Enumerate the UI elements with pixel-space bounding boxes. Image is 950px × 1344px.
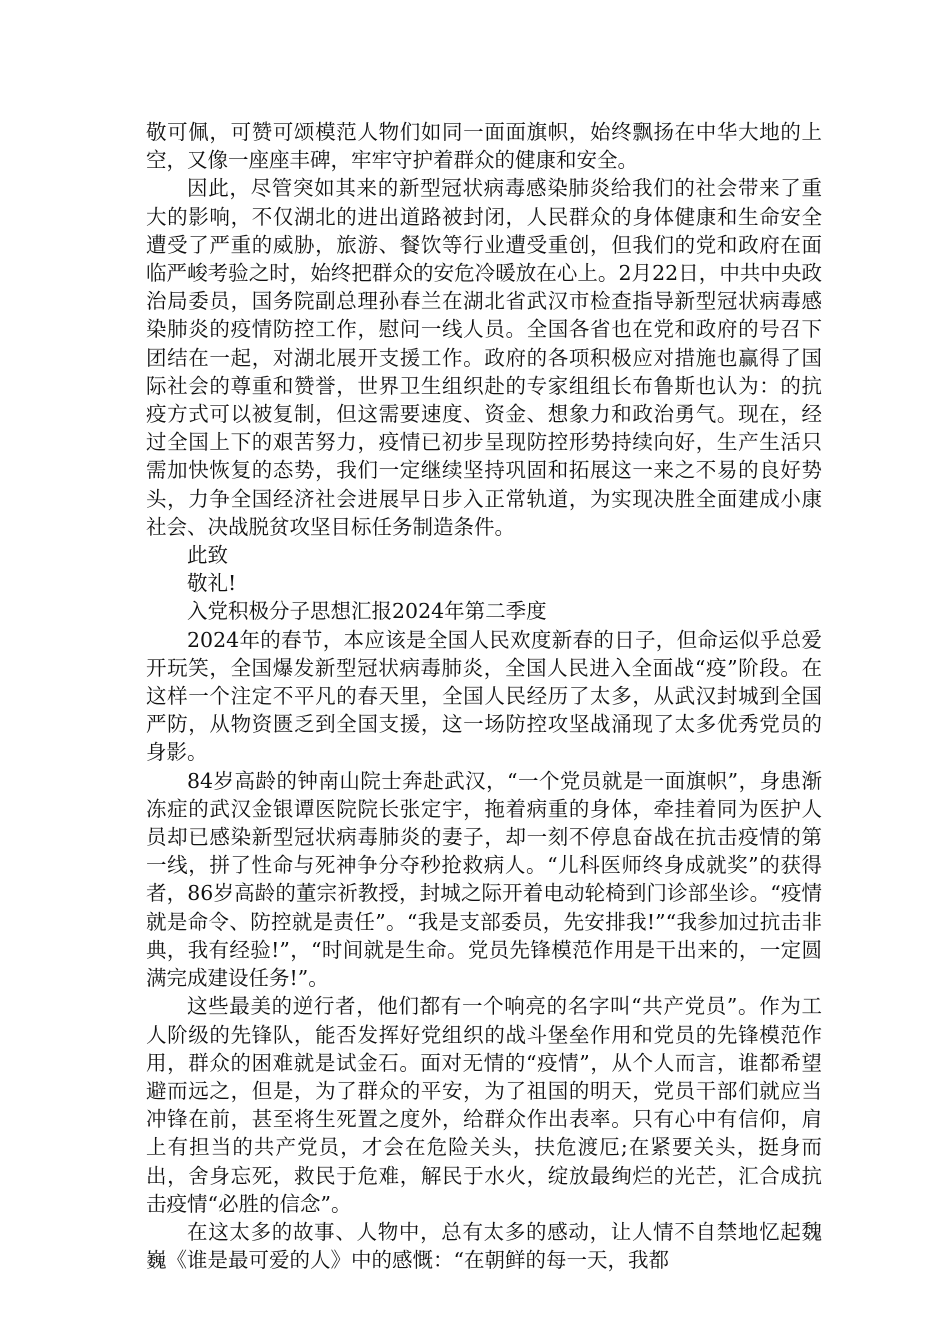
paragraph-party-members: 这些最美的逆行者，他们都有一个响亮的名字叫“共产党员”。作为工人阶级的先锋队，能否发挥好党组织的战斗堡垒作用和党员的先锋模范作用，群众的困难就是试金石。面对无情的“疫情”，从个人而言，谁都希望避而远之，但是，为了群众的平安，为了祖国的明天，党员干部们就应当冲锋在前，甚至将生死置之度外，给群众作出表率。只有心中有信仰，肩上有担当的共产党员，才会在危险关头，扶危渡厄;在紧要关头，挺身而出，舍身忘死，救民于危难，解民于水火，绽放最绚烂的光芒，汇合成抗击疫情“必胜的信念”。 bbox=[146, 994, 822, 1216]
closing-salutation: 此致 bbox=[187, 543, 228, 568]
paragraph-zhong-nanshan: 84岁高龄的钟南山院士奔赴武汉，“一个党员就是一面旗帜”，身患渐冻症的武汉金银谭医院院长张定宇，拖着病重的身体，牵挂着同为医护人员却已感染新型冠状病毒肺炎的妻子，却一刻不停息奋战在抗击疫情的第一线，拼了性命与死神争分夺秒抢救病人。“儿科医师终身成就奖”的获得者，86岁高龄的董宗祈教授，封城之际开着电动轮椅到门诊部坐诊。“疫情就是命令、防控就是责任”。“我是支部委员，先安排我!”“我参加过抗击非典，我有经验!”，“时间就是生命。党员先锋模范作用是干出来的，一定圆满完成建设任务!”。 bbox=[146, 768, 822, 991]
report-title: 入党积极分子思想汇报2024年第二季度 bbox=[187, 599, 547, 624]
closing-regards: 敬礼! bbox=[187, 571, 237, 596]
paragraph-spring-festival: 2024年的春节，本应该是全国人民欢度新春的日子，但命运似乎总爱开玩笑，全国爆发新型冠状病毒肺炎，全国人民进入全面战“疫”阶段。在这样一个注定不平凡的春天里，全国人民经历了太多，从武汉封城到全国严防，从物资匮乏到全国支援，这一场防控攻坚战涌现了太多优秀党员的身影。 bbox=[146, 627, 822, 765]
paragraph-stories: 在这太多的故事、人物中，总有太多的感动，让人情不自禁地忆起魏巍《谁是最可爱的人》中的感慨：“在朝鲜的每一天，我都 bbox=[146, 1219, 822, 1273]
paragraph-impact: 因此，尽管突如其来的新型冠状病毒感染肺炎给我们的社会带来了重大的影响，不仅湖北的进出道路被封闭，人民群众的身体健康和生命安全遭受了严重的威胁，旅游、餐饮等行业遭受重创，但我们的党和政府在面临严峻考验之时，始终把群众的安危冷暖放在心上。2月22日，中共中央政治局委员，国务院副总理孙春兰在湖北省武汉市检查指导新型冠状病毒感染肺炎的疫情防控工作，慰问一线人员。全国各省也在党和政府的号召下团结在一起，对湖北展开支援工作。政府的各项积极应对措施也赢得了国际社会的尊重和赞誉，世界卫生组织赴的专家组组长布鲁斯也认为：的抗疫方式可以被复制，但这需要速度、资金、想象力和政治勇气。现在，经过全国上下的艰苦努力，疫情已初步呈现防控形势持续向好，生产生活只需加快恢复的态势，我们一定继续坚持巩固和拓展这一来之不易的良好势头，力争全国经济社会进展早日步入正常轨道，为实现决胜全面建成小康社会、决战脱贫攻坚目标任务制造条件。 bbox=[146, 176, 822, 539]
document-page bbox=[146, 118, 822, 1274]
paragraph-continuation: 敬可佩，可赞可颂模范人物们如同一面面旗帜，始终飘扬在中华大地的上空，又像一座座丰碑，牢牢守护着群众的健康和安全。 bbox=[146, 120, 822, 173]
